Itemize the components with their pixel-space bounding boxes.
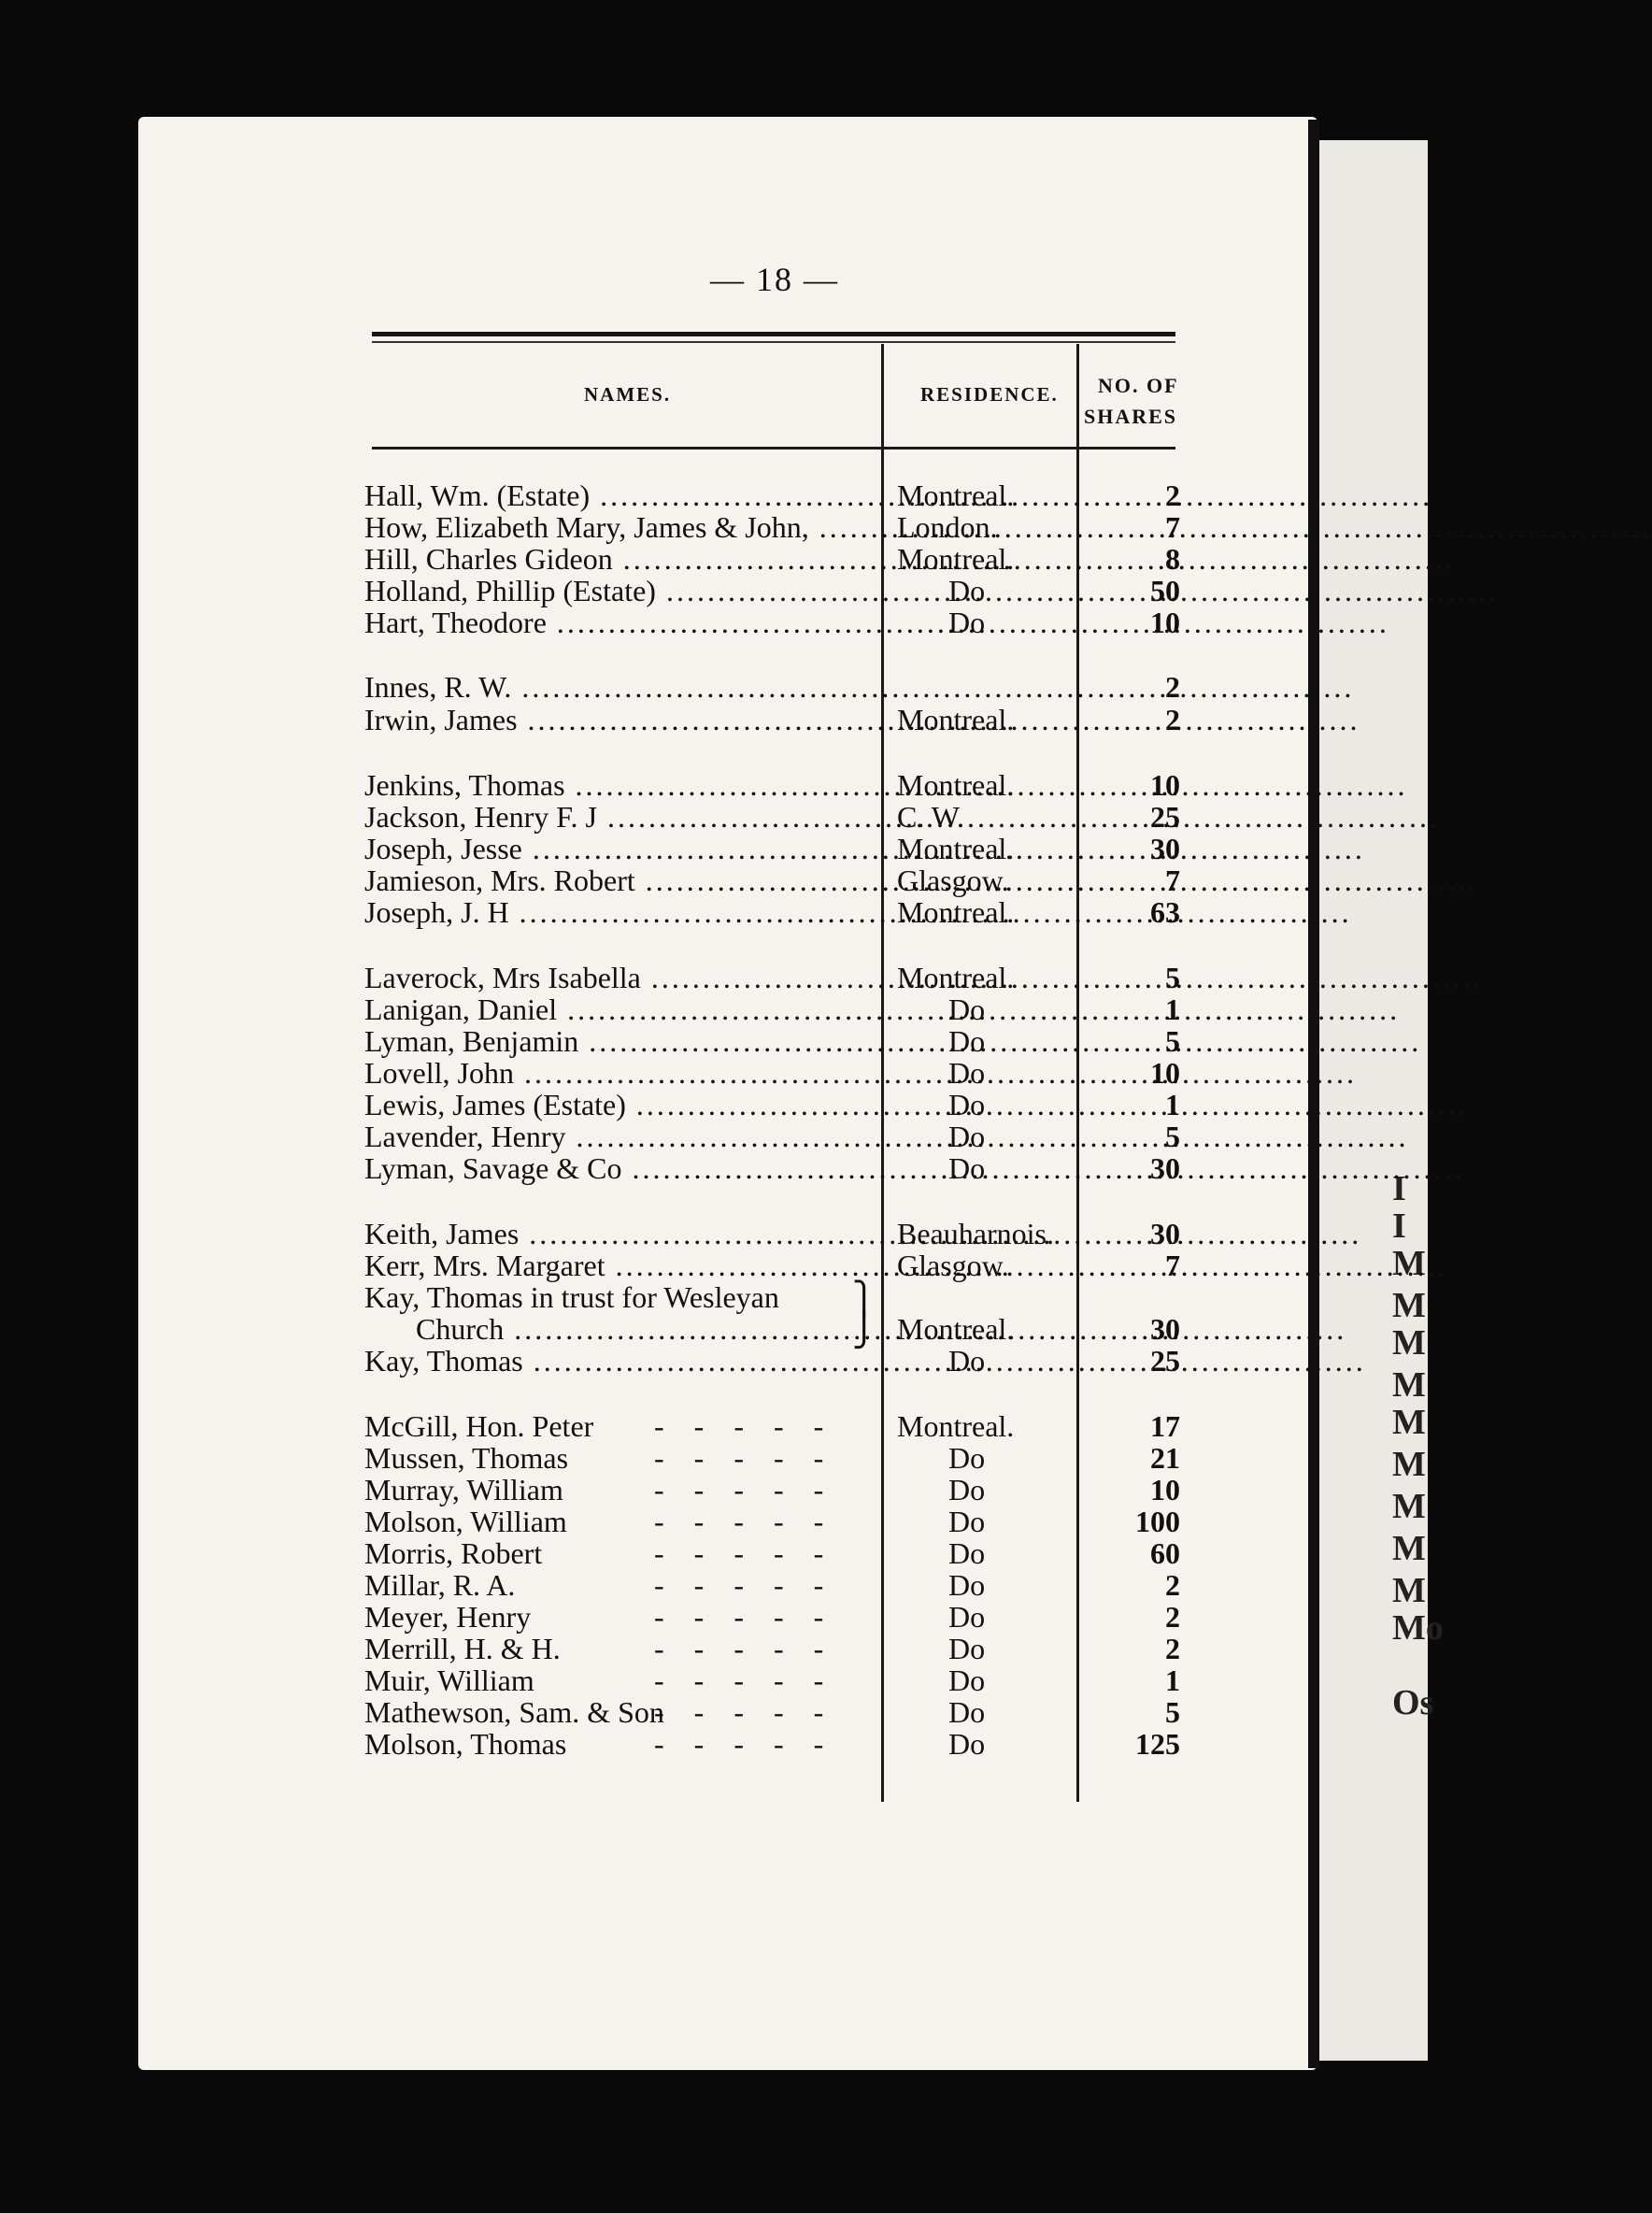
shareholder-name: McGill, Hon. Peter: [364, 1409, 594, 1443]
table-row: [0, 1344, 1428, 1378]
facing-page-letter: M: [1392, 1323, 1426, 1363]
share-count: 10: [1150, 606, 1180, 639]
residence: Do: [948, 1473, 986, 1506]
residence: Do: [948, 1120, 986, 1153]
column-header-rule: [372, 447, 1175, 450]
shareholder-name: Jackson, Henry F. J .....: [364, 800, 876, 835]
residence: Do: [948, 1727, 986, 1761]
page-number: — 18 —: [710, 261, 839, 298]
share-count: 2: [1165, 703, 1180, 736]
residence: Do: [948, 606, 986, 639]
table-row: [0, 1280, 1428, 1317]
residence: London.: [897, 510, 998, 544]
table-row: [0, 1568, 1428, 1602]
table-row: [0, 542, 1428, 576]
shareholder-name: Lewis, James (Estate) .....: [364, 1088, 876, 1122]
facing-page-letter: I: [1392, 1169, 1406, 1208]
shareholder-name: Jenkins, Thomas .....: [364, 768, 876, 803]
residence: Do: [948, 1505, 986, 1538]
leader-dashes: - - - - -: [654, 1727, 824, 1761]
share-count: 60: [1150, 1536, 1180, 1570]
share-count: 30: [1150, 832, 1180, 865]
shareholder-name: Lyman, Savage & Co .....: [364, 1151, 876, 1186]
residence: Montreal.: [897, 703, 1015, 736]
table-row: [0, 574, 1428, 607]
table-row: [0, 895, 1428, 929]
share-count: 5: [1165, 1024, 1180, 1058]
table-row: [0, 832, 1428, 865]
column-header-shares-line1: NO. OF: [1098, 374, 1179, 397]
share-count: 5: [1165, 1120, 1180, 1153]
share-count: 125: [1135, 1727, 1180, 1761]
table-row: [0, 1727, 1428, 1761]
table-row: [0, 1695, 1428, 1729]
share-count: 2: [1165, 478, 1180, 512]
share-count: 17: [1150, 1409, 1180, 1443]
table-row: [0, 1120, 1428, 1153]
residence: Do: [948, 1695, 986, 1729]
column-header-shares-line2: SHARES: [1084, 405, 1178, 428]
share-count: 30: [1150, 1217, 1180, 1250]
shareholder-name: Holland, Phillip (Estate) .....: [364, 574, 876, 608]
shareholder-name: Murray, William: [364, 1473, 563, 1506]
header-rule: [372, 332, 1175, 336]
residence: Montreal.: [897, 961, 1015, 994]
leader-dashes: - - - - -: [654, 1505, 824, 1538]
leader-dashes: - - - - -: [654, 1409, 824, 1443]
table-row: [0, 1536, 1428, 1570]
table-row: [0, 1151, 1428, 1185]
share-count: 5: [1165, 961, 1180, 994]
leader-dashes: - - - - -: [654, 1663, 824, 1697]
residence: Do: [948, 1600, 986, 1634]
facing-page-letter: M: [1392, 1403, 1426, 1442]
residence: Montreal.: [897, 1409, 1015, 1443]
table-row: [0, 992, 1428, 1026]
shareholder-name: Hall, Wm. (Estate) .....: [364, 478, 876, 513]
table-row: [0, 1441, 1428, 1475]
residence: Montreal.: [897, 832, 1015, 865]
shareholder-name: Muir, William: [364, 1663, 534, 1697]
share-count: 1: [1165, 1088, 1180, 1121]
shareholder-name: Joseph, J. H .....: [364, 895, 876, 930]
table-row: [0, 768, 1428, 802]
shareholder-name: Lovell, John .....: [364, 1056, 876, 1091]
share-count: 2: [1165, 1632, 1180, 1665]
share-count: 10: [1150, 768, 1180, 802]
share-count: 7: [1165, 510, 1180, 544]
share-count: 25: [1150, 800, 1180, 834]
brace-mark: ⎭: [852, 1314, 876, 1349]
table-row: [0, 1632, 1428, 1665]
leader-dashes: - - - - -: [654, 1441, 824, 1475]
residence: Glasgow.: [897, 864, 1009, 897]
leader-dashes: - - - - -: [654, 1632, 824, 1665]
share-count: 30: [1150, 1312, 1180, 1346]
table-row: [0, 1663, 1428, 1697]
residence: Montreal.: [897, 895, 1015, 929]
share-count: 21: [1150, 1441, 1180, 1475]
table-row: [0, 1024, 1428, 1058]
leader-dashes: - - - - -: [654, 1568, 824, 1602]
facing-page-letter: M: [1392, 1529, 1426, 1568]
residence: C. W.: [897, 800, 965, 834]
shareholder-name: Hill, Charles Gideon .....: [364, 542, 876, 577]
share-count: 2: [1165, 670, 1180, 704]
share-count: 5: [1165, 1695, 1180, 1729]
shareholder-name: Jamieson, Mrs. Robert .....: [364, 864, 876, 898]
facing-page-letter: M: [1392, 1571, 1426, 1610]
shareholder-name: Church .....: [416, 1312, 876, 1347]
leader-dashes: - - - - -: [654, 1600, 824, 1634]
residence: Montreal.: [897, 542, 1015, 576]
share-count: 2: [1165, 1568, 1180, 1602]
facing-page-letter: Mo: [1392, 1608, 1444, 1648]
shareholder-name: Merrill, H. & H.: [364, 1632, 561, 1665]
shareholder-name: Mathewson, Sam. & Son: [364, 1695, 664, 1729]
share-count: 1: [1165, 992, 1180, 1026]
shareholder-name: Mussen, Thomas: [364, 1441, 569, 1475]
residence: Beauharnois.: [897, 1217, 1054, 1250]
leader-dashes: - - - - -: [654, 1473, 824, 1506]
residence: Do: [948, 1056, 986, 1090]
residence: Do: [948, 1151, 986, 1185]
table-row: [0, 1505, 1428, 1538]
residence: Do: [948, 1632, 986, 1665]
residence: Do: [948, 1088, 986, 1121]
shareholder-name: Meyer, Henry: [364, 1600, 532, 1634]
share-count: 10: [1150, 1056, 1180, 1090]
residence: Do: [948, 1441, 986, 1475]
shareholder-name: Hart, Theodore .....: [364, 606, 876, 640]
residence: Do: [948, 1344, 986, 1378]
share-count: 50: [1150, 574, 1180, 607]
share-count: 2: [1165, 1600, 1180, 1634]
shareholder-name: Innes, R. W. .....: [364, 670, 876, 705]
facing-page-letter: M: [1392, 1286, 1426, 1325]
table-row: [0, 1249, 1428, 1282]
shareholder-name: Kay, Thomas .....: [364, 1344, 876, 1378]
table-row: [0, 800, 1428, 834]
shareholder-name: Millar, R. A.: [364, 1568, 516, 1602]
residence: Do: [948, 1568, 986, 1602]
table-row: [0, 864, 1428, 897]
shareholder-name: Lyman, Benjamin .....: [364, 1024, 876, 1059]
table-row: [0, 606, 1428, 639]
residence: Montreal.: [897, 478, 1015, 512]
shareholder-name: Kerr, Mrs. Margaret .....: [364, 1249, 876, 1283]
table-row: [0, 670, 1428, 704]
facing-page-letter: M: [1392, 1244, 1426, 1283]
residence: Do: [948, 992, 986, 1026]
table-row: [0, 478, 1428, 512]
residence: Montreal.: [897, 768, 1015, 802]
shareholder-name: Molson, William: [364, 1505, 567, 1538]
table-row: [0, 1088, 1428, 1121]
shareholder-name: Molson, Thomas: [364, 1727, 567, 1761]
leader-dashes: - - - - -: [654, 1695, 824, 1729]
leader-dashes: - - - - -: [654, 1536, 824, 1570]
shareholder-name: Lanigan, Daniel .....: [364, 992, 876, 1027]
share-count: 100: [1135, 1505, 1180, 1538]
brace-mark: ⎫: [852, 1282, 876, 1317]
shareholder-name: Joseph, Jesse .....: [364, 832, 876, 866]
share-count: 7: [1165, 864, 1180, 897]
share-count: 10: [1150, 1473, 1180, 1506]
facing-page-letter: I: [1392, 1206, 1406, 1246]
facing-page-letter: Os: [1392, 1683, 1434, 1722]
table-row: [0, 1056, 1428, 1090]
facing-page-letter: M: [1392, 1445, 1426, 1484]
table-row: [0, 961, 1428, 994]
table-row: [0, 510, 1428, 544]
facing-page-letter: M: [1392, 1487, 1426, 1526]
share-count: 7: [1165, 1249, 1180, 1282]
shareholder-name: How, Elizabeth Mary, James & John, .....: [364, 510, 876, 545]
table-row: [0, 1473, 1428, 1506]
table-row: [0, 1600, 1428, 1634]
facing-page-letter: M: [1392, 1365, 1426, 1405]
shareholder-name: Lavender, Henry .....: [364, 1120, 876, 1154]
table-row: [0, 703, 1428, 736]
residence: Glasgow.: [897, 1249, 1009, 1282]
residence: Do: [948, 1536, 986, 1570]
shareholder-name: Irwin, James .....: [364, 703, 876, 737]
residence: Do: [948, 574, 986, 607]
share-count: 1: [1165, 1663, 1180, 1697]
share-count: 8: [1165, 542, 1180, 576]
residence: Do: [948, 1024, 986, 1058]
header-rule-thin: [372, 341, 1175, 343]
column-header-names: NAMES.: [584, 383, 672, 406]
shareholder-name: Morris, Robert: [364, 1536, 543, 1570]
shareholder-name: Kay, Thomas in trust for Wesleyan: [364, 1280, 779, 1314]
share-count: 30: [1150, 1151, 1180, 1185]
residence: Montreal.: [897, 1312, 1015, 1346]
shareholder-name: Laverock, Mrs Isabella .....: [364, 961, 876, 995]
table-row: [0, 1312, 1428, 1349]
table-row: [0, 1409, 1428, 1443]
column-header-residence: RESIDENCE.: [920, 383, 1059, 406]
residence: Do: [948, 1663, 986, 1697]
share-count: 63: [1150, 895, 1180, 929]
shareholder-name: Keith, James .....: [364, 1217, 876, 1251]
table-row: [0, 1217, 1428, 1250]
share-count: 25: [1150, 1344, 1180, 1378]
